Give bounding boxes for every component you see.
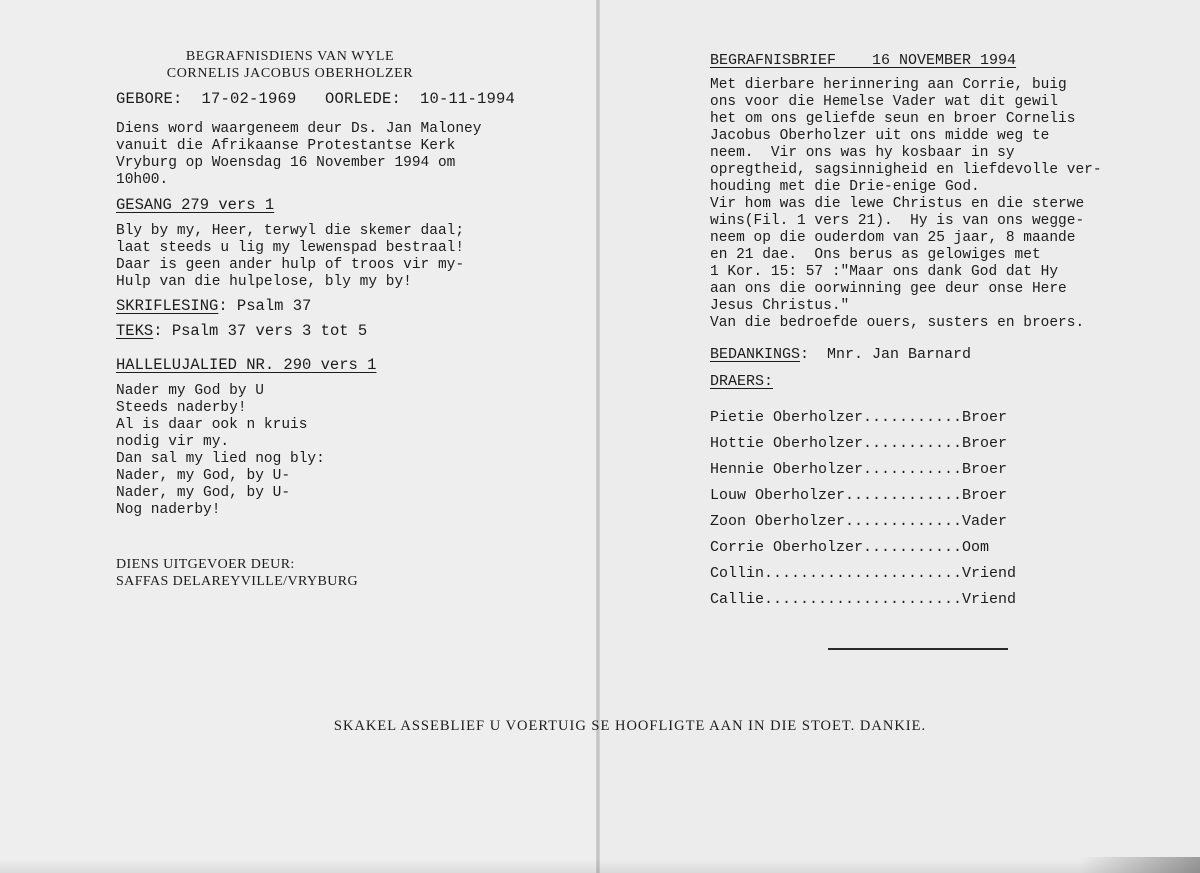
song-section — [116, 356, 376, 519]
letter-line: Jacobus Oberholzer uit ons midde weg te — [710, 128, 1050, 144]
song-line: Nog naderby! — [116, 502, 221, 518]
title-line-1: BEGRAFNISDIENS VAN WYLE — [185, 49, 395, 64]
service-line: vanuit die Afrikaanse Protestantse Kerk — [116, 138, 456, 154]
hymn-line: Daar is geen ander hulp of troos vir my- — [116, 257, 465, 273]
bearers-list — [710, 405, 1016, 613]
thanks-label: BEDANKINGS — [710, 346, 801, 363]
service-title — [120, 48, 460, 82]
song-heading: HALLELUJALIED NR. 290 vers 1 — [116, 356, 377, 374]
letter-line: wins(Fil. 1 vers 21). Hy is van ons wegge- — [710, 213, 1085, 229]
song-line: Nader, my God, by U- — [116, 485, 291, 501]
bearer-item: Pietie Oberholzer...........Broer — [710, 409, 1008, 426]
thanks-value: : Mnr. Jan Barnard — [800, 346, 972, 363]
song-line: Dan sal my lied nog bly: — [116, 451, 325, 467]
song-line: Al is daar ook n kruis — [116, 417, 308, 433]
letter-line: Jesus Christus." — [710, 298, 850, 314]
song-line: Steeds naderby! — [116, 400, 247, 416]
sermon-text — [116, 322, 367, 340]
reading-label: SKRIFLESING — [116, 297, 219, 315]
bearer-item: Collin......................Vriend — [710, 565, 1017, 582]
service-details — [116, 121, 566, 189]
song-line: Nader my God by U — [116, 383, 264, 399]
acknowledgements — [710, 346, 971, 363]
closing-line-1: DIENS UITGEVOER DEUR: — [116, 557, 295, 572]
letter-line: het om ons geliefde seun en broer Cornelis — [710, 111, 1076, 127]
letter-line: houding met die Drie-enige God. — [710, 179, 980, 195]
service-line: Diens word waargeneem deur Ds. Jan Maloney — [116, 121, 482, 137]
song-line: nodig vir my. — [116, 434, 230, 450]
bearer-item: Zoon Oberholzer.............Vader — [710, 513, 1008, 530]
bearer-item: Callie......................Vriend — [710, 591, 1017, 608]
letter-line: neem. Vir ons was hy kosbaar in sy — [710, 145, 1015, 161]
letter-line: neem op die ouderdom van 25 jaar, 8 maande — [710, 230, 1076, 246]
corner-shadow — [1080, 857, 1200, 873]
closing-line-2: SAFFAS DELAREYVILLE/VRYBURG — [116, 574, 358, 589]
hymn-heading: GESANG 279 vers 1 — [116, 196, 275, 214]
title-line-2: CORNELIS JACOBUS OBERHOLZER — [166, 66, 414, 81]
closing-rule — [828, 648, 1008, 650]
text-value: : Psalm 37 vers 3 tot 5 — [153, 322, 368, 340]
letter-line: en 21 dae. Ons berus as gelowiges met — [710, 247, 1041, 263]
hymn-section — [116, 196, 464, 291]
letter-line: opregtheid, sagsinnigheid en liefdevolle ver- — [710, 162, 1102, 178]
letter-line: Met dierbare herinnering aan Corrie, buig — [710, 77, 1067, 93]
letter-line: ons voor die Hemelse Vader wat dit gewil — [710, 94, 1059, 110]
hymn-line: laat steeds u lig my lewenspad bestraal! — [116, 240, 465, 256]
page-fold — [596, 0, 600, 873]
text-label: TEKS — [116, 322, 154, 340]
birth-death-dates: GEBORE: 17-02-1969 OORLEDE: 10-11-1994 — [116, 90, 516, 108]
funeral-letter-body — [710, 77, 1170, 332]
bearer-item: Hennie Oberholzer...........Broer — [710, 461, 1008, 478]
letter-line: aan ons die oorwinning gee deur onse Here — [710, 281, 1067, 297]
song-line: Nader, my God, by U- — [116, 468, 291, 484]
letter-line: Van die bedroefde ouers, susters en broers. — [710, 315, 1085, 331]
hymn-line: Hulp van die hulpelose, bly my by! — [116, 274, 412, 290]
service-line: 10h00. — [116, 172, 169, 188]
hymn-line: Bly by my, Heer, terwyl die skemer daal; — [116, 223, 465, 239]
reading-value: : Psalm 37 — [218, 297, 312, 315]
procession-notice: SKAKEL ASSEBLIEF U VOERTUIG SE HOOFLIGTE AAN IN DIE STOET. DANKIE. — [333, 718, 927, 734]
service-provider — [116, 556, 358, 590]
bearer-item: Hottie Oberholzer...........Broer — [710, 435, 1008, 452]
bearer-item: Corrie Oberholzer...........Oom — [710, 539, 990, 556]
letter-line: Vir hom was die lewe Christus en die sterwe — [710, 196, 1085, 212]
letter-line: 1 Kor. 15: 57 :"Maar ons dank God dat Hy — [710, 264, 1059, 280]
bearer-item: Louw Oberholzer.............Broer — [710, 487, 1008, 504]
bottom-edge-shadow — [0, 859, 1200, 873]
bearers-heading: DRAERS: — [710, 373, 774, 390]
scripture-reading — [116, 297, 311, 315]
service-line: Vryburg op Woensdag 16 November 1994 om — [116, 155, 456, 171]
funeral-letter-heading: BEGRAFNISBRIEF 16 NOVEMBER 1994 — [710, 52, 1017, 69]
